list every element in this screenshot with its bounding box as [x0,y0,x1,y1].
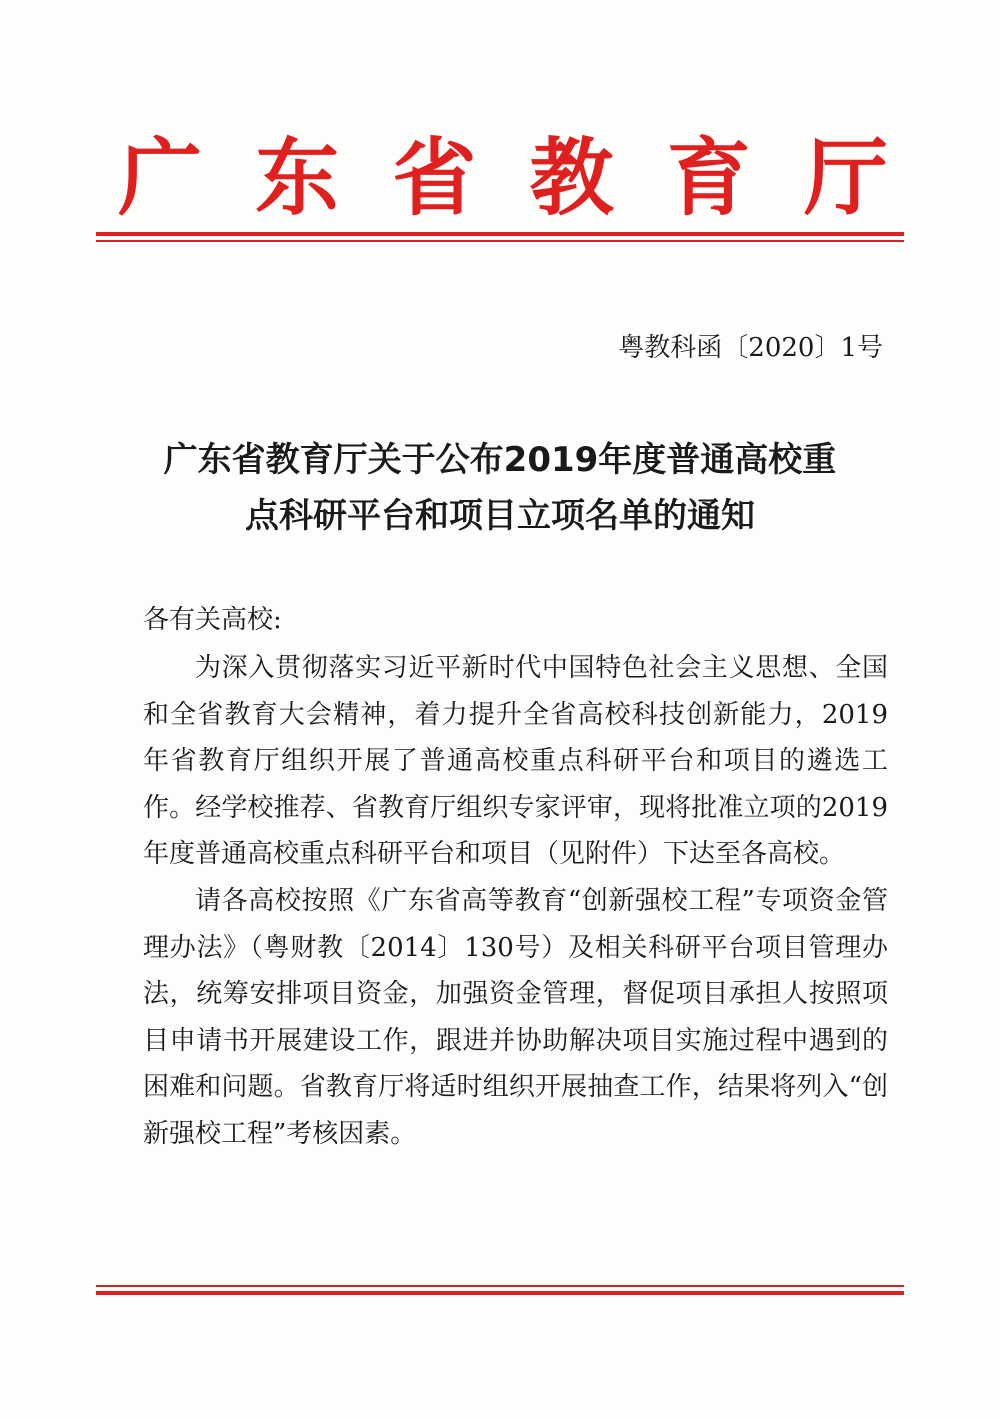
body-line: 和全省教育大会精神，着力提升全省高校科技创新能力，2019 [143,699,888,730]
body-line: 困难和问题。省教育厅将适时组织开展抽查工作，结果将列入“创 [143,1072,888,1103]
letterhead-divider-thick [96,232,904,236]
letterhead-char: 广 [118,128,203,227]
letterhead-char: 省 [392,128,477,227]
document-title [100,432,900,544]
body-line: 作。经学校推荐、省教育厅组织专家评审，现将批准立项的2019 [143,792,888,823]
body-line: 为深入贯彻落实习近平新时代中国特色社会主义思想、全国 [195,653,888,683]
footer-divider-thick [96,1291,904,1295]
letterhead-char: 育 [666,128,751,227]
letterhead-divider-thin [96,240,904,242]
body-line: 目申请书开展建设工作，跟进并协助解决项目实施过程中遇到的 [143,1025,888,1056]
body-line: 年度普通高校重点科研平台和项目（见附件）下达至各高校。 [143,839,846,870]
letterhead-char: 教 [529,128,614,227]
salutation: 各有关高校: [143,605,282,635]
body-line: 法，统筹安排项目资金，加强资金管理，督促项目承担人按照项 [143,979,888,1010]
body-line: 理办法》（粤财教〔2014〕130号）及相关科研平台项目管理办 [143,932,888,963]
title-line-2: 点科研平台和项目立项名单的通知 [245,496,755,536]
body-line: 新强校工程”考核因素。 [143,1118,417,1149]
body-line: 请各高校按照《广东省高等教育“创新强校工程”专项资金管 [195,885,888,916]
letterhead [118,128,888,228]
letterhead-char: 厅 [803,128,888,227]
body-text [143,648,888,1161]
title-line-1: 广东省教育厅关于公布2019年度普通高校重 [163,440,837,480]
body-line: 年省教育厅组织开展了普通高校重点科研平台和项目的遴选工 [143,746,888,777]
letterhead-char: 东 [255,128,340,227]
document-number: 粤教科函〔2020〕1号 [618,333,883,363]
footer-divider-thin [96,1285,904,1287]
